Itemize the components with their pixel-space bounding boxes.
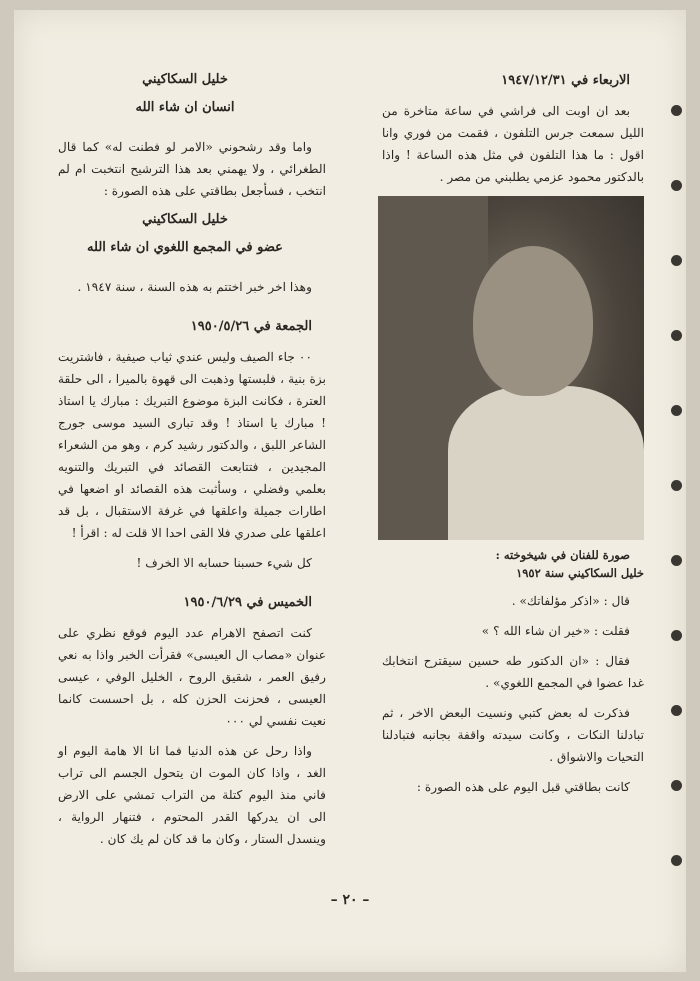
book-page: [14, 10, 686, 972]
paragraph: فقلت : «خير ان شاء الله ؟ »: [481, 624, 630, 638]
page-number: – ٢٠ –: [330, 892, 370, 908]
paragraph: فقال : «ان الدكتور طه حسين سيقترح انتخابك غدا عضوا في المجمع اللغوي» .: [382, 654, 644, 690]
paragraph: قال : «اذكر مؤلفاتك» .: [511, 594, 630, 608]
paragraph: كانت بطاقتي قبل اليوم على هذه الصورة :: [416, 780, 630, 794]
paragraph: وهذا اخر خبر اختتم به هذه السنة ، سنة ١٩٤٧ .: [77, 280, 312, 294]
paragraph: بعد ان اوبت الى فراشي في ساعة متاخرة من الليل سمعت جرس التلفون ، فقمت من فوري وانا اقول : ما هذا التلفون في مثل هذه الساعة ! واذا بالدكتور محمود عزمي يطلبني من مصر .: [382, 104, 644, 184]
portrait-photo: [378, 196, 644, 540]
card-title: انسان ان شاء الله: [135, 100, 235, 115]
paragraph: واما وقد رشحوني «الامر لو فطنت له» كما قال الطغرائي ، ولا يهمني بعد هذا الترشيح انتخبت ام لم انتخب ، فسأجعل بطاقتي على هذه الصورة :: [58, 140, 326, 198]
photo-caption: صورة للفنان في شيخوخته : خليل السكاكيني سنة ١٩٥٢: [495, 548, 644, 580]
paragraph: كل شيء حسبنا حسابه الا الخرف !: [136, 556, 312, 570]
binding-hole: [671, 855, 682, 866]
entry-date: الخميس في ١٩٥٠/٦/٢٩: [183, 595, 312, 610]
binding-hole: [671, 105, 682, 116]
paragraph: ٠٠ جاء الصيف وليس عندي ثياب صيفية ، فاشتريت بزة بنية ، فلبستها وذهبت الى قهوة بالميرا ، الى حلقة العترة ، فكانت البزة موضوع التبريك : مبارك يا استاذ ! مبارك يا استاذ ! وقد تبارى السيد موسى جورج الشاعر اللبق ، والدكتور رشيد كرم ، وهو من الشعراء المجيدين ، فتتابعت القصائد في التبريك والتنويه بعلمي وفضلي ، وسأثبت هذه القصائد او اضعها في اطارات جميلة واعلقها في غرفة الاستقبال ، بل قد اعلقها على صدري فلا القى احدا الا قلت له : اقرأ !: [58, 350, 326, 540]
paragraph: فذكرت له بعض كتبي ونسيت البعض الاخر ، ثم تبادلنا النكات ، وكانت سيدته واقفة بجانبه فتبادلنا التحيات والاشواق .: [382, 706, 644, 764]
binding-hole: [671, 555, 682, 566]
entry-date: الجمعة في ١٩٥٠/٥/٢٦: [190, 319, 312, 334]
binding-hole: [671, 405, 682, 416]
binding-hole: [671, 705, 682, 716]
binding-holes: [666, 10, 686, 972]
card-name: خليل السكاكيني: [142, 72, 228, 87]
binding-hole: [671, 780, 682, 791]
right-column: [382, 70, 644, 806]
left-column: [58, 70, 326, 858]
binding-hole: [671, 630, 682, 641]
card-name: خليل السكاكيني: [142, 212, 228, 227]
binding-hole: [671, 255, 682, 266]
binding-hole: [671, 330, 682, 341]
paragraph: واذا رحل عن هذه الدنيا فما انا الا هامة اليوم او الغد ، واذا كان الموت ان يتحول الجسم الى تراب فاني منذ اليوم كتلة من التراب تمشي على الارض الى ان يدركها القدر المحتوم ، فتنهار الرواية ، وينسدل الستار ، وكان ما قد كان لم يك كان .: [58, 744, 326, 846]
card-title: عضو في المجمع اللغوي ان شاء الله: [87, 240, 283, 255]
paragraph: كنت اتصفح الاهرام عدد اليوم فوقع نظري على عنوان «مصاب ال العيسى» فقرأت الخبر واذا به نعي رفيق العمر ، شقيق الروح ، الخليل الوفي ، عيسى العيسى ، فحزنت الحزن كله ، بل احسست كانما نعيت نفسي لي ٠٠٠: [58, 626, 326, 728]
binding-hole: [671, 480, 682, 491]
entry-date: الاربعاء في ١٩٤٧/١٢/٣١: [501, 73, 630, 88]
binding-hole: [671, 180, 682, 191]
